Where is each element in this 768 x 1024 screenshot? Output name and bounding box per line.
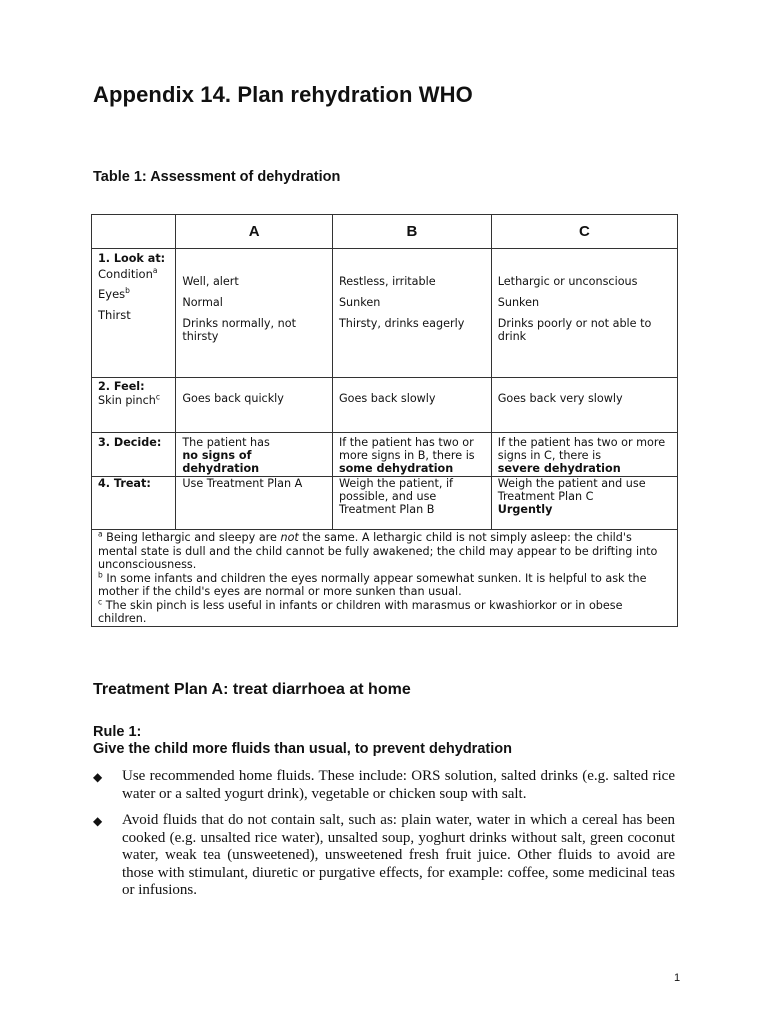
decide-cell-c	[491, 433, 677, 477]
feel-heading: 2. Feel:	[98, 380, 145, 393]
look-b-condition: Restless, irritable	[338, 275, 436, 288]
look-item-thirst: Thirst	[98, 307, 131, 322]
look-cell-c	[491, 249, 677, 378]
treat-cell-b: Weigh the patient, if possible, and use Treatment Plan B	[332, 477, 491, 530]
treat-c-urgency: Urgently	[497, 503, 553, 516]
treat-heading: 4. Treat:	[92, 477, 176, 530]
footnote-marker-c: c	[155, 391, 161, 401]
page-title: Appendix 14. Plan rehydration WHO	[93, 82, 473, 107]
list-item-text: Avoid fluids that do not contain salt, such as: plain water, water in which a cereal has been cooked (e.g. unsalted rice water), unsalted soup, yoghurt drinks without salt, green coconut water, weak tea (unsweetened), unsweetened fresh fruit juice. Other fluids to avoid are those with stimulant, diuretic or purgative effects, for example: coffee, some medicinal teas or infusions.	[122, 812, 675, 898]
feel-label-cell	[92, 378, 176, 433]
decide-cell-b	[332, 433, 491, 477]
treat-cell-a: Use Treatment Plan A	[176, 477, 333, 530]
decide-cell-a	[176, 433, 333, 477]
table-row-decide	[92, 433, 678, 477]
feel-cell-b: Goes back slowly	[332, 378, 491, 433]
look-a-thirst: Drinks normally, not thirsty	[182, 317, 296, 343]
look-c-eyes: Sunken	[497, 296, 540, 309]
footnote-marker-b: b	[125, 286, 130, 296]
feel-cell-c: Goes back very slowly	[491, 378, 677, 433]
diamond-bullet-icon: ◆	[93, 814, 103, 828]
page-number: 1	[674, 972, 681, 984]
treat-cell-c	[491, 477, 677, 530]
look-item-condition: Condition$^a$	[98, 265, 158, 281]
look-a-eyes: Normal	[182, 296, 223, 309]
decide-b-verdict: some dehydration	[338, 462, 454, 475]
look-heading: 1. Look at:	[98, 252, 166, 265]
footnotes-cell	[92, 530, 678, 627]
footnote-b: $^b$ In some infants and children the eyes normally appear somewhat sunken. It is helpful to ask the mother if the child's eyes are normal or more sunken than usual.	[98, 569, 647, 598]
list-item-text: Use recommended home fluids. These include: ORS solution, salted drinks (e.g. salted rice water or a salted yogurt drink), vegetable or chicken soup with salt.	[122, 768, 675, 802]
look-cell-a	[176, 249, 333, 378]
rule-text: Give the child more fluids than usual, to prevent dehydration	[93, 741, 512, 757]
header-cell-empty	[92, 215, 176, 249]
treat-c-text: Weigh the patient and use Treatment Plan C	[497, 477, 646, 503]
decide-b-text: If the patient has two or more signs in B, there is	[338, 436, 475, 462]
table-row-treat	[92, 477, 678, 530]
footnote-marker-a: a	[152, 265, 158, 275]
decide-a-text: The patient has	[182, 436, 270, 449]
header-cell-b: B	[332, 215, 491, 249]
table-caption: Table 1: Assessment of dehydration	[93, 169, 341, 185]
list-item	[93, 768, 675, 803]
decide-c-text: If the patient has two or more signs in C, there is	[497, 436, 666, 462]
look-a-condition: Well, alert	[182, 275, 239, 288]
header-cell-c: C	[491, 215, 677, 249]
table-header-row	[92, 215, 678, 249]
decide-a-verdict: no signs of dehydration	[182, 449, 260, 475]
decide-c-verdict: severe dehydration	[497, 462, 621, 475]
footnote-a: $^a$ Being lethargic and sleepy are not the same. A lethargic child is not simply asleep: the child's mental state is dull and the child cannot be fully awakened; the child may appear to be drifting into unconsciousness.	[98, 529, 658, 571]
footnote-c: $^c$ The skin pinch is less useful in infants or children with marasmus or kwashiorkor or in obese children.	[98, 596, 623, 625]
feel-cell-a: Goes back quickly	[176, 378, 333, 433]
feel-item-skin-pinch: Skin pinch$^c$	[98, 391, 161, 407]
diamond-bullet-icon: ◆	[93, 770, 103, 784]
table-row-look	[92, 249, 678, 378]
look-b-thirst: Thirsty, drinks eagerly	[338, 317, 465, 330]
table-row-footnotes	[92, 530, 678, 627]
rule-label: Rule 1:	[93, 724, 142, 740]
table-row-feel	[92, 378, 678, 433]
treatment-plan-a-heading: Treatment Plan A: treat diarrhoea at home	[93, 681, 411, 698]
header-cell-a: A	[176, 215, 333, 249]
dehydration-assessment-table	[91, 214, 678, 627]
look-c-thirst: Drinks poorly or not able to drink	[497, 317, 652, 343]
look-item-eyes: Eyes$^b$	[98, 286, 130, 301]
list-item	[93, 812, 675, 900]
bullet-list	[93, 768, 675, 909]
look-c-condition: Lethargic or unconscious	[497, 275, 638, 288]
decide-heading: 3. Decide:	[92, 433, 176, 477]
look-b-eyes: Sunken	[338, 296, 381, 309]
look-label-cell	[92, 249, 176, 378]
look-cell-b	[332, 249, 491, 378]
